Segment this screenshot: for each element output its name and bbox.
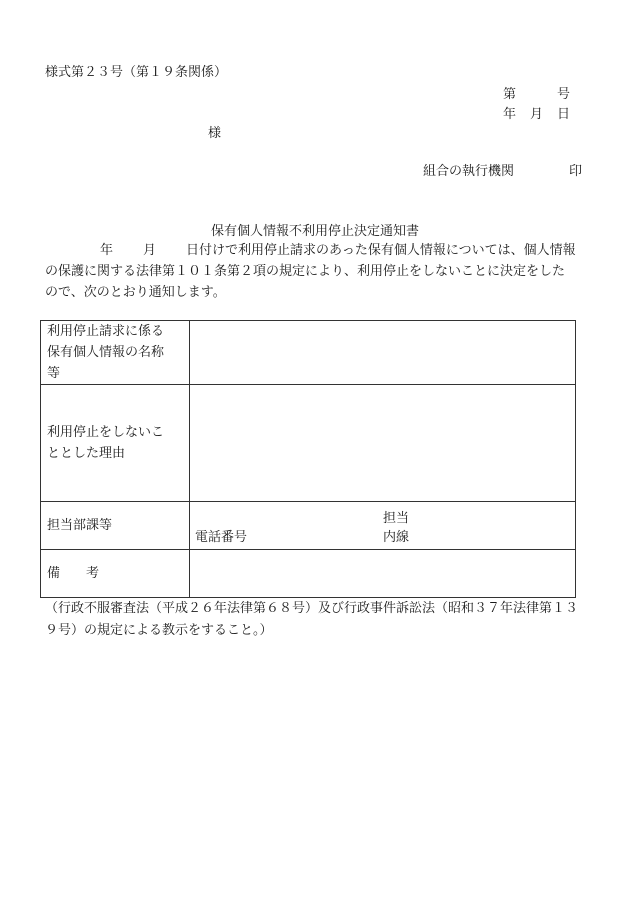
- footnote: [45, 598, 585, 642]
- date-month-label: 月: [530, 107, 544, 122]
- form-number: 様式第２３号（第１９条関係）: [45, 65, 228, 80]
- issuer-name: 組合の執行機関: [423, 164, 515, 179]
- footnote-line-2: ９号）の規定による教示をすること。）: [45, 623, 273, 638]
- intro-line-1: [45, 240, 585, 261]
- extension-label: 内線: [383, 529, 410, 545]
- intro-paragraph: [45, 240, 585, 303]
- value-item-name[interactable]: [190, 321, 576, 385]
- notice-table: [40, 320, 576, 598]
- table-row-department: [41, 502, 576, 550]
- intro-line-2: の保護に関する法律第１０１条第２項の規定により、利用停止をしないことに決定をした: [45, 264, 566, 279]
- table-row-remarks: [41, 550, 576, 598]
- footnote-line-1: （行政不服審査法（平成２６年法律第６８号）及び行政事件訴訟法（昭和３７年法律第１３: [45, 601, 579, 616]
- value-reason[interactable]: [190, 385, 576, 502]
- intro-line-3: ので、次のとおり通知します。: [45, 285, 226, 300]
- label-reason: 利用停止をしないこ ととした理由: [41, 385, 190, 502]
- intro-year: 年: [100, 243, 114, 258]
- date-year-label: 年: [503, 107, 517, 122]
- label-department: 担当部課等: [41, 502, 190, 550]
- document-number-suffix: 号: [557, 87, 571, 102]
- phone-number-label: 電話番号: [195, 529, 248, 545]
- table-row-reason: [41, 385, 576, 502]
- seal-mark: 印: [569, 164, 583, 179]
- value-remarks[interactable]: [190, 550, 576, 598]
- document-number-prefix: 第: [503, 87, 517, 102]
- intro-line-1-text: 日付けで利用停止請求のあった保有個人情報については、個人情報: [186, 243, 576, 258]
- value-department[interactable]: [190, 502, 576, 550]
- table-row-item-name: [41, 321, 576, 385]
- label-remarks: 備 考: [41, 550, 190, 598]
- date-day-label: 日: [557, 107, 571, 122]
- contact-person-label: 担当: [383, 510, 410, 526]
- label-item-name: 利用停止請求に係る 保有個人情報の名称 等: [41, 321, 190, 385]
- intro-month: 月: [143, 243, 157, 258]
- addressee-suffix: 様: [208, 126, 222, 141]
- document-title: 保有個人情報不利用停止決定通知書: [210, 224, 419, 239]
